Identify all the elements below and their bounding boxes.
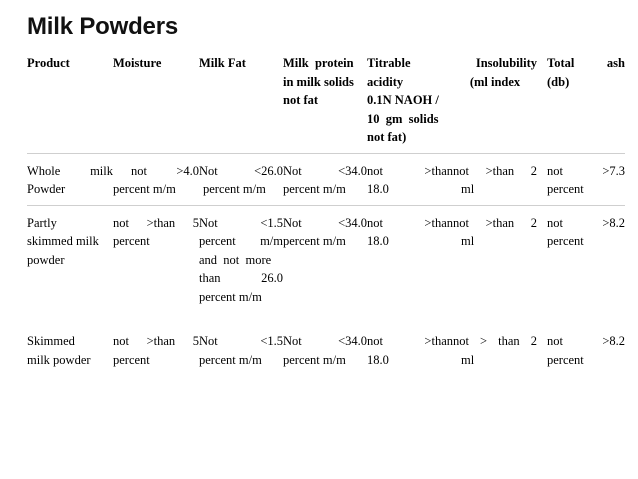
row-milk-protein: Not <34.0 percent m/m: [283, 163, 367, 196]
row-moisture: not >than 5 percent: [113, 334, 199, 367]
row-divider: [27, 205, 625, 206]
row-product: Partly skimmed milk powder: [27, 215, 99, 267]
row-total-ash: not >8.2 percent: [547, 215, 625, 248]
header-total-ash: Total ash (db): [547, 56, 625, 89]
row-insolubility: not >than 2 ml: [453, 215, 537, 248]
header-titrable-acidity: Titrable acidity 0.1N NAOH / 10 gm solids not fat): [367, 56, 439, 144]
row-milk-fat: Not <26.0 percent m/m: [199, 163, 283, 196]
header-insolubility: Insolubility (ml index: [469, 56, 537, 89]
header-divider: [27, 153, 625, 154]
row-total-ash: not >8.2 percent: [547, 334, 625, 367]
table-row: [27, 214, 625, 307]
row-milk-fat: Not <1.5 percent m/m: [199, 334, 283, 367]
table-row: [27, 162, 625, 199]
row-total-ash: not >7.3 percent: [547, 163, 625, 196]
row-product: Whole milk Powder: [27, 163, 113, 196]
row-moisture: not >4.0 percent m/m: [113, 163, 199, 196]
row-moisture: not >than 5 percent: [113, 215, 199, 248]
row-milk-protein: Not <34.0 percent m/m: [283, 334, 367, 367]
row-titrable-acidity: not >than 18.0: [367, 334, 453, 367]
row-insolubility: not > than 2 ml: [453, 334, 537, 367]
row-milk-fat: Not <1.5 percent m/m and not more than 26.0 percent m/m: [199, 215, 283, 304]
row-titrable-acidity: not >than 18.0: [367, 163, 453, 196]
header-moisture: Moisture: [113, 56, 162, 70]
table-header-row: [27, 54, 625, 147]
row-titrable-acidity: not >than 18.0: [367, 215, 453, 248]
header-milk-protein: Milk protein in milk solids not fat: [283, 56, 354, 107]
table-row: [27, 332, 625, 369]
header-milk-fat: Milk Fat: [199, 56, 246, 70]
header-product: Product: [27, 56, 70, 70]
row-product: Skimmed milk powder: [27, 334, 91, 367]
milk-powder-spec-table: [27, 54, 625, 369]
row-insolubility: not >than 2 ml: [453, 163, 537, 196]
row-milk-protein: Not <34.0 percent m/m: [283, 215, 367, 248]
slide-title: Milk Powders: [27, 13, 178, 40]
